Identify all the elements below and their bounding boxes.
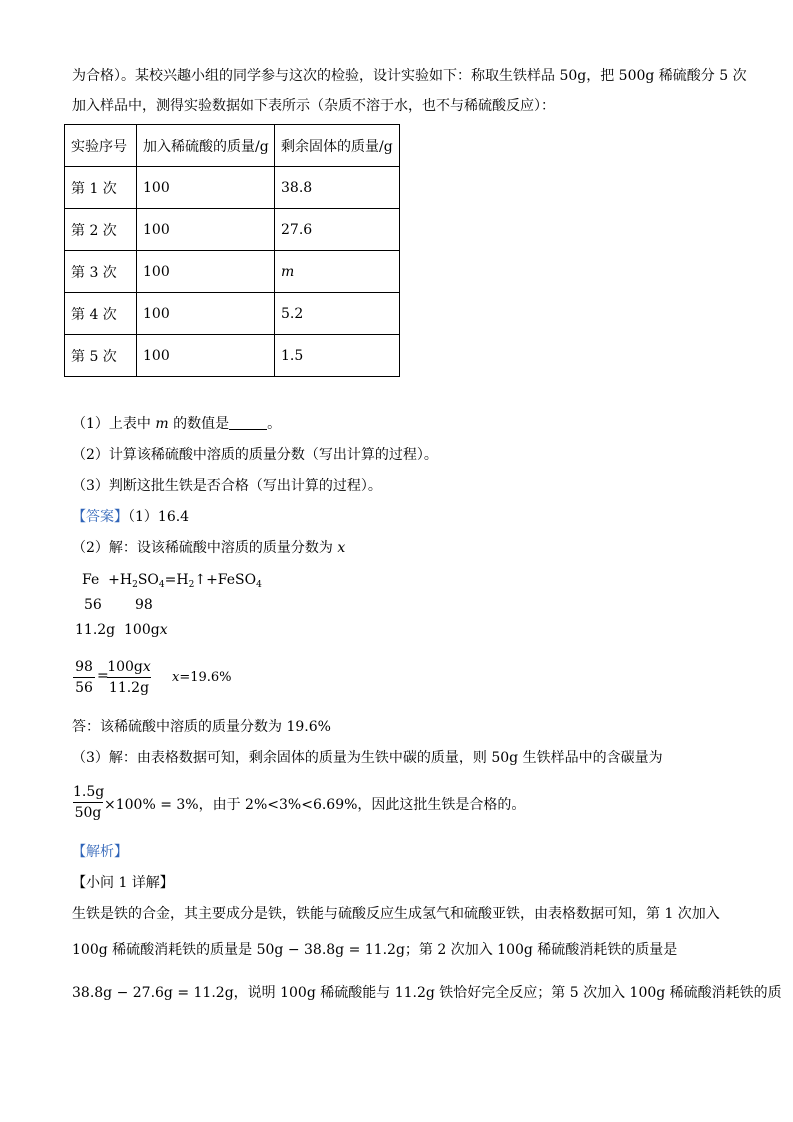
table-cell: 27.6 (275, 209, 400, 251)
intro-line-2: 加入样品中，测得实验数据如下表所示（杂质不溶于水，也不与稀硫酸反应）： (72, 98, 555, 114)
table-cell: 100 (137, 167, 275, 209)
table-cell: m (275, 251, 400, 293)
mass-h2so4: 100gx (124, 622, 168, 638)
table-header-row (65, 125, 400, 167)
table-cell: 100 (137, 251, 275, 293)
answer-2-intro: （2）解：设该稀硫酸中溶质的质量分数为 x (72, 540, 346, 556)
table-cell: 第 4 次 (65, 293, 137, 335)
chemical-equation: $Fe +H_2SO_4=H_2↑+FeSO_4$ (82, 572, 262, 590)
table-cell: 100 (137, 293, 275, 335)
experiment-table (64, 124, 400, 377)
table-row (65, 251, 400, 293)
table-row (65, 335, 400, 377)
question-3: （3）判断这批生铁是否合格（写出计算的过程）。 (72, 478, 382, 494)
analysis-sub-label: 【小问 1 详解】 (72, 875, 174, 891)
table-cell: 第 3 次 (65, 251, 137, 293)
table-row (65, 167, 400, 209)
table-row (65, 209, 400, 251)
table-cell: 第 2 次 (65, 209, 137, 251)
table-cell: 100 (137, 209, 275, 251)
result-x: x=19.6% (172, 670, 232, 685)
table-cell: 1.5 (275, 335, 400, 377)
answer-line-1: 【答案】（1）16.4 (72, 509, 190, 525)
equals-sign: = (97, 668, 109, 684)
answer-3-intro: （3）解：由表格数据可知，剩余固体的质量为生铁中碳的质量，则 50g 生铁样品中的含碳量为 (72, 750, 663, 766)
analysis-para-3: 38.8g − 27.6g = 11.2g，说明 100g 稀硫酸能与 11.2g 铁恰好完全反应；第 5 次加入 100g 稀硫酸消耗铁的质 (72, 985, 782, 1001)
table-cell: 5.2 (275, 293, 400, 335)
table-cell: 第 1 次 (65, 167, 137, 209)
ratio-fe: 56 (84, 597, 102, 613)
table-cell: 第 5 次 (65, 335, 137, 377)
analysis-para-2: 100g 稀硫酸消耗铁的质量是 50g − 38.8g = 11.2g；第 2 次加入 100g 稀硫酸消耗铁的质量是 (72, 942, 678, 958)
fraction-carbon: 1.5g 50g (73, 784, 105, 821)
answer-label: 【答案】 (72, 509, 128, 525)
mass-fe: 11.2g (75, 622, 116, 638)
header-cell: 加入稀硫酸的质量/g (137, 125, 275, 167)
ratio-h2so4: 98 (135, 597, 153, 613)
fraction-100gx-11.2g: 100gx 11.2g (107, 659, 151, 696)
answer-2-conclusion: 答：该稀硫酸中溶质的质量分数为 19.6% (72, 719, 331, 735)
gas-arrow-icon: ↑ (194, 572, 207, 588)
table-row (65, 293, 400, 335)
intro-line-1: 为合格）。某校兴趣小组的同学参与这次的检验，设计实验如下：称取生铁样品 50g，把 500g 稀硫酸分 5 次 (72, 68, 747, 84)
answer-blank (229, 415, 267, 430)
fraction-98-56: 98 56 (73, 658, 95, 697)
header-cell: 实验序号 (65, 125, 137, 167)
question-2: （2）计算该稀硫酸中溶质的质量分数（写出计算的过程）。 (72, 447, 438, 463)
question-1: （1）上表中 m 的数值是 。 (72, 416, 282, 432)
analysis-label: 【解析】 (72, 844, 128, 860)
header-cell: 剩余固体的质量/g (275, 125, 400, 167)
analysis-para-1: 生铁是铁的合金，其主要成分是铁，铁能与硫酸反应生成氢气和硫酸亚铁，由表格数据可知，第 1 次加入 (72, 906, 720, 922)
table-cell: 100 (137, 335, 275, 377)
table-cell: 38.8 (275, 167, 400, 209)
answer-3-line: ×100% = 3%，由于 2%<3%<6.69%，因此这批生铁是合格的。 (104, 797, 526, 813)
